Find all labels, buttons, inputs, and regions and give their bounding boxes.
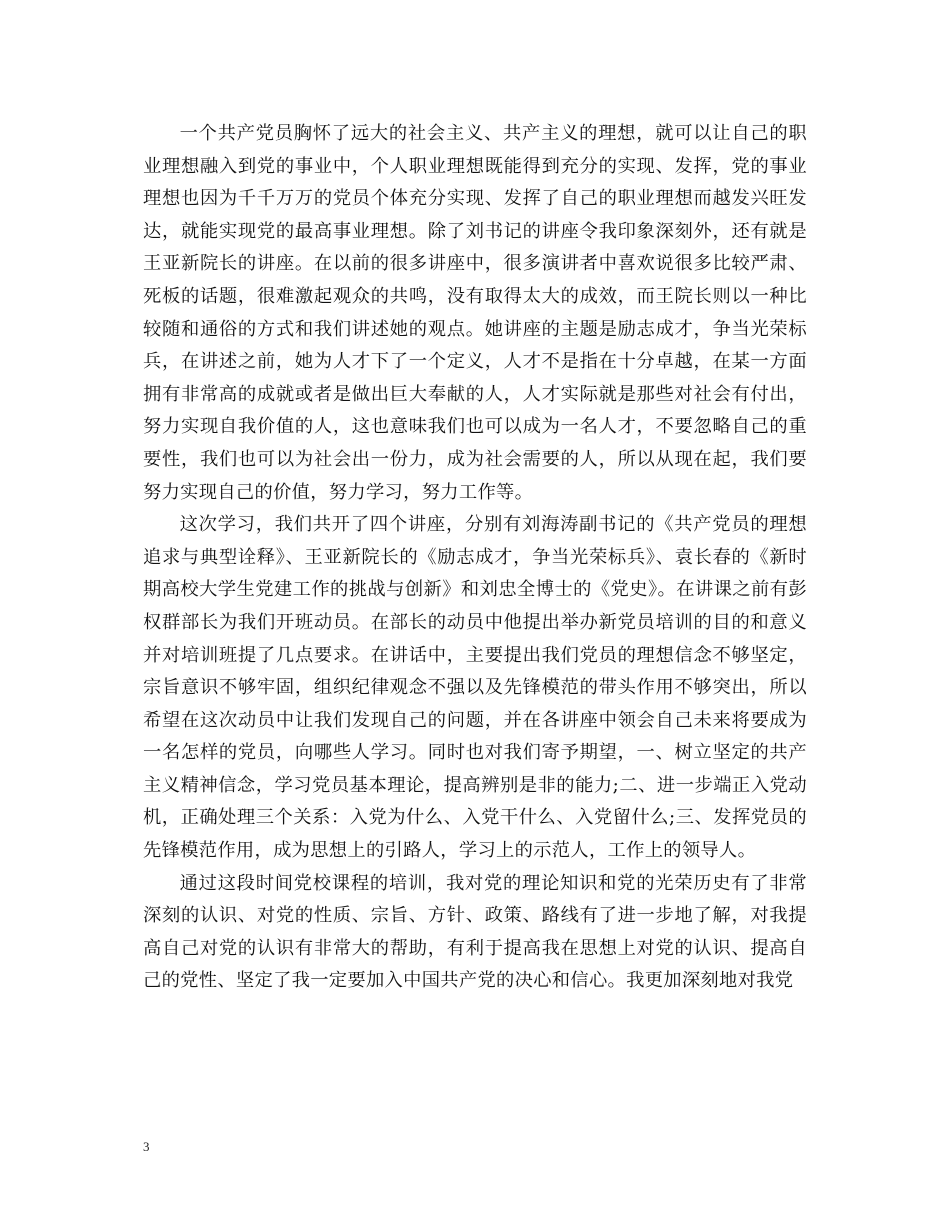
paragraph-1: 一个共产党员胸怀了远大的社会主义、共产主义的理想，就可以让自己的职业理想融入到党的事业中，个人职业理想既能得到充分的实现、发挥，党的事业理想也因为千千万万的党员个体充分实现、发挥了自己的职业理想而越发兴旺发达，就能实现党的最高事业理想。除了刘书记的讲座令我印象深刻外，还有就是王亚新院长的讲座。在以前的很多讲座中，很多演讲者中喜欢说很多比较严肃、死板的话题，很难激起观众的共鸣，没有取得太大的成效，而王院长则以一种比较随和通俗的方式和我们讲述她的观点。她讲座的主题是励志成才，争当光荣标兵，在讲述之前，她为人才下了一个定义，人才不是指在十分卓越，在某一方面拥有非常高的成就或者是做出巨大奉献的人，人才实际就是那些对社会有付出，努力实现自我价值的人，这也意味我们也可以成为一名人才，不要忽略自己的重要性，我们也可以为社会出一份力，成为社会需要的人，所以从现在起，我们要努力实现自己的价值，努力学习，努力工作等。 — [143, 123, 807, 503]
page-number: 3 — [143, 1139, 150, 1154]
body-text — [143, 118, 807, 998]
paragraph-3: 通过这段时间党校课程的培训，我对党的理论知识和党的光荣历史有了非常深刻的认识、对党的性质、宗旨、方针、政策、路线有了进一步地了解，对我提高自己对党的认识有非常大的帮助，有利于提高我在思想上对党的认识、提高自己的党性、坚定了我一定要加入中国共产党的决心和信心。我更加深刻地对我党 — [143, 872, 807, 992]
paragraph-2: 这次学习，我们共开了四个讲座，分别有刘海涛副书记的《共产党员的理想追求与典型诠释》、王亚新院长的《励志成才，争当光荣标兵》、袁长春的《新时期高校大学生党建工作的挑战与创新》和刘忠全博士的《党史》。在讲课之前有彭权群部长为我们开班动员。在部长的动员中他提出举办新党员培训的目的和意义并对培训班提了几点要求。在讲话中，主要提出我们党员的理想信念不够坚定，宗旨意识不够牢固，组织纪律观念不强以及先锋模范的带头作用不够突出，所以希望在这次动员中让我们发现自己的问题，并在各讲座中领会自己未来将要成为一名怎样的党员，向哪些人学习。同时也对我们寄予期望，一、树立坚定的共产主义精神信念，学习党员基本理论，提高辨别是非的能力;二、进一步端正入党动机，正确处理三个关系：入党为什么、入党干什么、入党留什么;三、发挥党员的先锋模范作用，成为思想上的引路人，学习上的示范人，工作上的领导人。 — [143, 514, 807, 862]
